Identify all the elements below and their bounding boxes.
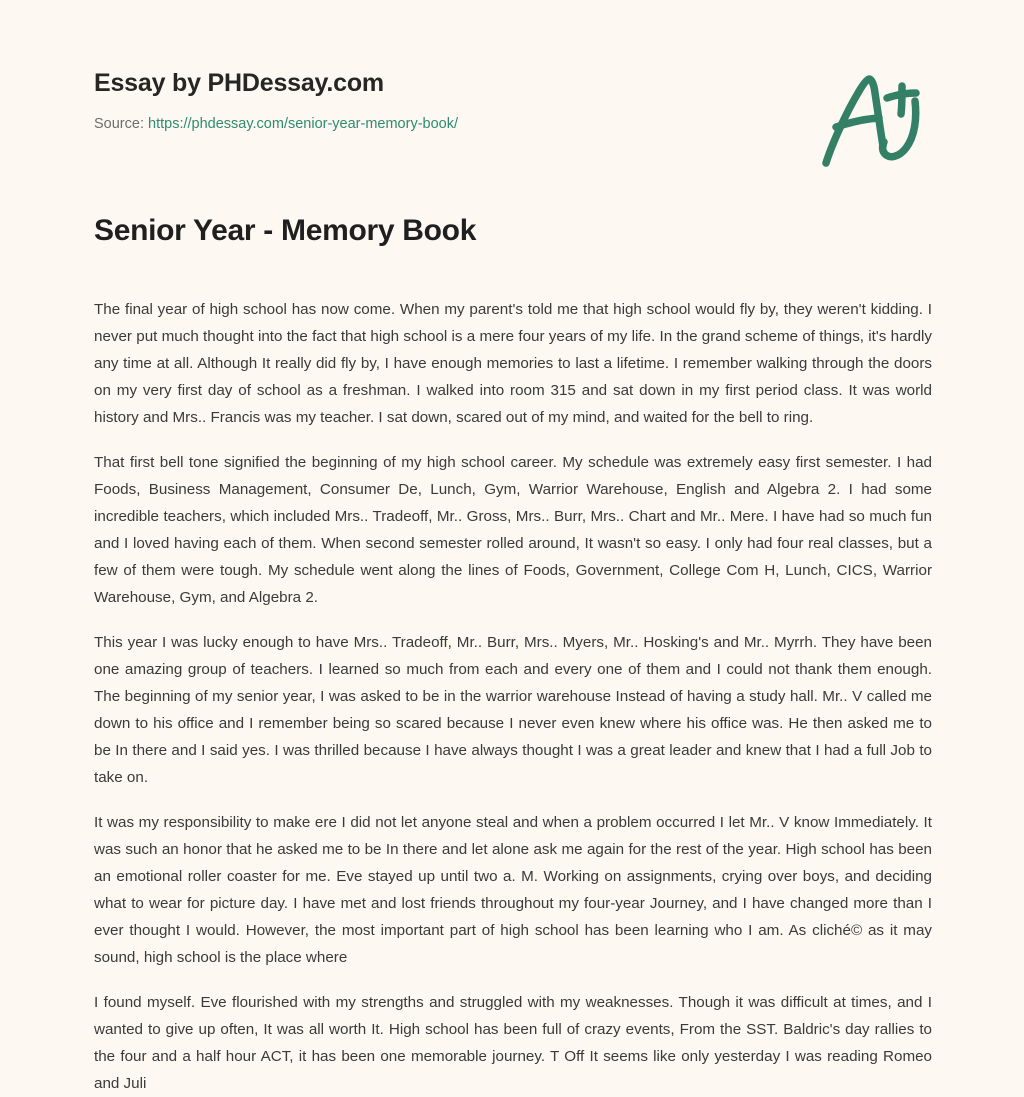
article (94, 212, 932, 1097)
source-label: Source: (94, 116, 144, 132)
page-header (0, 0, 1024, 172)
article-paragraph: The final year of high school has now come. When my parent's told me that high school would fly by, they weren't kidding. I never put much thought into the fact that high school is a mere four years of my life. In the grand scheme of things, it's hardly any time at all. Although It really did fly by, I have enough memories to last a lifetime. I remember walking through the doors on my very first day of school as a freshman. I walked into room 315 and sat down in my first period class. It was world history and Mrs.. Francis was my teacher. I sat down, scared out of my mind, and waited for the bell to ring. (94, 300, 932, 426)
brand-block (94, 68, 734, 134)
brand-title: Essay by PHDessay.com (94, 69, 384, 97)
page-title: Senior Year - Memory Book (94, 214, 477, 247)
article-paragraph: This year I was lucky enough to have Mrs.. Tradeoff, Mr.. Burr, Mrs.. Myers, Mr.. Hosking's and Mr.. Myrrh. They have been one amazing group of teachers. I learned so much from each and every one of them and I could not thank them enough. The beginning of my senior year, I was asked to be in the warrior warehouse Instead of having a study hall. Mr.. V called me down to his office and I remember being so scared because I never even knew where his office was. He then asked me to be In there and I said yes. I was thrilled because I have always thought I was a great leader and knew that I had a full Job to take on. (94, 633, 932, 786)
a-plus-logo (812, 66, 930, 170)
article-body (94, 296, 932, 1097)
article-paragraph: That first bell tone signified the beginning of my high school career. My schedule was extremely easy first semester. I had Foods, Business Management, Consumer De, Lunch, Gym, Warrior Warehouse, English and Algebra 2. I had some incredible teachers, which included Mrs.. Tradeoff, Mr.. Gross, Mrs.. Burr, Mrs.. Chart and Mr.. Mere. I have had so much fun and I loved having each of them. When second semester rolled around, It wasn't so easy. I only had four real classes, but a few of them were tough. My schedule went along the lines of Foods, Government, College Com H, Lunch, CICS, Warrior Warehouse, Gym, and Algebra 2. (94, 453, 932, 606)
source-line (94, 115, 734, 134)
source-url-link[interactable]: https://phdessay.com/senior-year-memory-book/ (148, 116, 459, 132)
a-plus-handwritten-icon (812, 66, 930, 170)
article-paragraph: It was my responsibility to make ere I did not let anyone steal and when a problem occurred I let Mr.. V know Immediately. It was such an honor that he asked me to be In there and let alone ask me again for the rest of the year. High school has been an emotional roller coaster for me. Eve stayed up until two a. M. Working on assignments, crying over boys, and deciding what to wear for picture day. I have met and lost friends throughout my four-year Journey, and I have changed more than I ever thought I would. However, the most important part of high school has been learning who I am. As cliché© as it may sound, high school is the place where (94, 813, 932, 966)
article-paragraph: I found myself. Eve flourished with my strengths and struggled with my weaknesses. Though it was difficult at times, and I wanted to give up often, It was all worth It. High school has been full of crazy events, From the SST. Baldric's day rallies to the four and a half hour ACT, it has been one memorable journey. T Off It seems like only yesterday I was reading Romeo and Juli (94, 993, 932, 1092)
